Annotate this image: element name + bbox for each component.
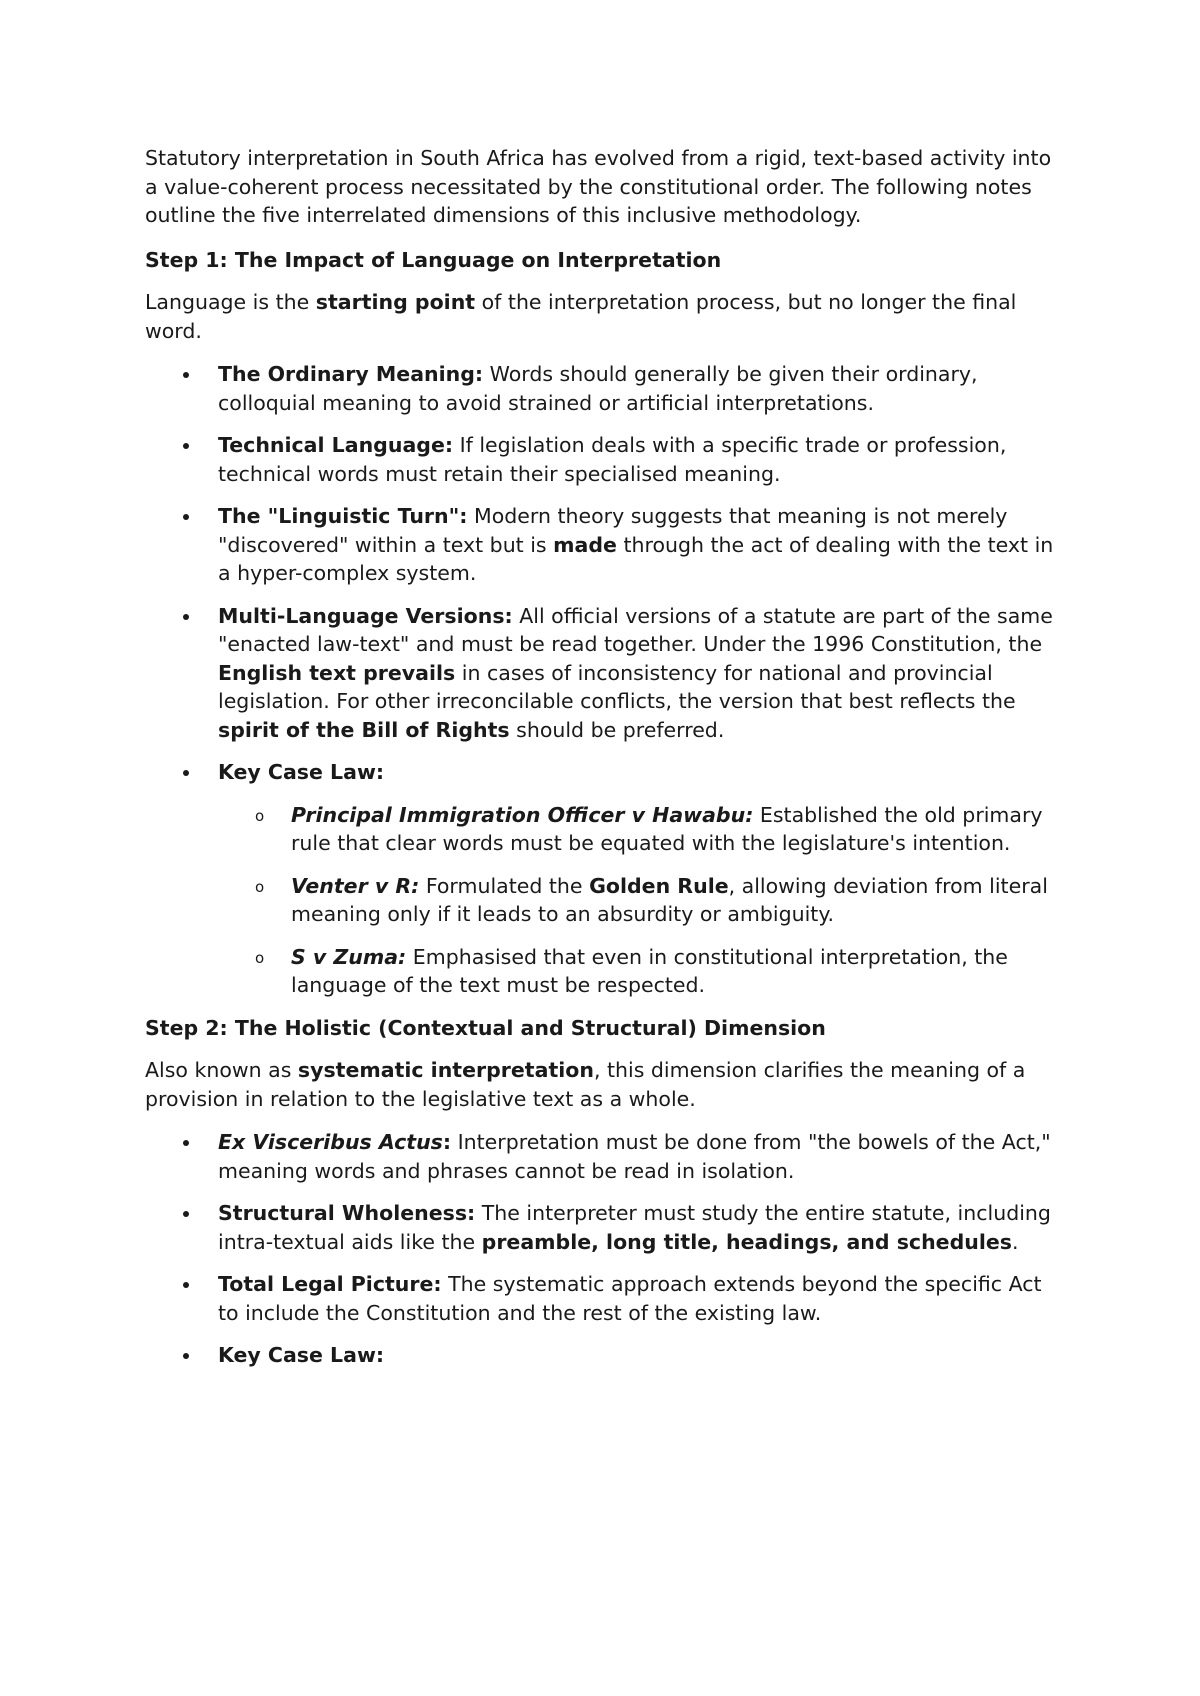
case-name: Principal Immigration Officer v Hawabu: xyxy=(291,802,754,827)
case-zuma xyxy=(291,943,1060,1000)
case-name: Venter v R: xyxy=(291,873,420,898)
bullet-label: Total Legal Picture: xyxy=(218,1272,442,1296)
bullet-label: The "Linguistic Turn": xyxy=(218,504,468,528)
bullet-text: The interpreter must study the entire statute, including intra-textual aids like the xyxy=(218,1201,1051,1254)
bullet-text: The systematic approach extends beyond the specific Act to include the Constitution and the rest of the existing law. xyxy=(218,1272,1042,1325)
lead-text: , this dimension clarifies the meaning of a provision in relation to the legislative text as a whole. xyxy=(145,1058,1026,1111)
bullet-ex-visceribus xyxy=(218,1128,1060,1185)
bullet-ordinary-meaning xyxy=(218,360,1060,417)
bullet-emphasis: preamble, long title, headings, and schedules xyxy=(481,1229,1012,1254)
bullet-text: Interpretation must be done from "the bowels of the Act," meaning words and phrases cannot be read in isolation. xyxy=(218,1130,1051,1183)
bullet-key-case-law xyxy=(218,758,1060,1000)
lead-emphasis: systematic interpretation xyxy=(297,1058,594,1082)
case-law-sublist xyxy=(218,801,1060,1000)
step1-heading: Step 1: The Impact of Language on Interpretation xyxy=(145,247,722,272)
bullet-text: If legislation deals with a specific trade or profession, technical words must retain their specialised meaning. xyxy=(218,433,1007,486)
bullet-multi-language xyxy=(218,602,1060,745)
bullet-label: Technical Language: xyxy=(218,433,454,457)
bullet-label: Key Case Law: xyxy=(218,760,385,784)
bullet-label: Multi-Language Versions: xyxy=(218,603,513,628)
step2-heading: Step 2: The Holistic (Contextual and Structural) Dimension xyxy=(145,1015,826,1040)
step2-lead-paragraph xyxy=(145,1056,1060,1113)
bullet-key-case-law xyxy=(218,1341,1060,1370)
lead-text: of the interpretation process, but no longer the final word. xyxy=(145,290,1017,343)
bullet-emphasis: English text prevails xyxy=(218,660,456,685)
bullet-text: in cases of inconsistency for national and provincial legislation. For other irreconcilable conflicts, the version that best reflects the xyxy=(218,660,1016,713)
bullet-text: through the act of dealing with the text in a hyper-complex system. xyxy=(218,532,1054,585)
bullet-label: Key Case Law: xyxy=(218,1343,385,1367)
bullet-text: . xyxy=(1011,1229,1019,1254)
bullet-text: should be preferred. xyxy=(509,717,725,742)
case-emphasis: Golden Rule xyxy=(589,873,729,898)
lead-text: Also known as xyxy=(145,1058,298,1082)
bullet-label: Ex Visceribus Actus xyxy=(218,1130,443,1154)
case-text: Formulated the xyxy=(419,873,590,898)
bullet-label: The Ordinary Meaning: xyxy=(218,362,484,386)
step2-bullet-list xyxy=(145,1128,1060,1370)
bullet-technical-language xyxy=(218,431,1060,488)
case-venter xyxy=(291,872,1060,929)
bullet-total-legal-picture xyxy=(218,1270,1060,1327)
case-hawabu xyxy=(291,801,1060,858)
bullet-structural-wholeness xyxy=(218,1199,1060,1256)
step1-lead-paragraph xyxy=(145,288,1060,345)
bullet-text: Words should generally be given their ordinary, colloquial meaning to avoid strained or artificial interpretations. xyxy=(218,362,978,415)
step1-bullet-list xyxy=(145,360,1060,1000)
bullet-label: Structural Wholeness: xyxy=(218,1201,476,1225)
case-text: Emphasised that even in constitutional interpretation, the language of the text must be respected. xyxy=(291,944,1008,997)
bullet-label-colon: : xyxy=(442,1130,452,1154)
case-text: Established the old primary rule that clear words must be equated with the legislature's intention. xyxy=(291,802,1043,855)
lead-emphasis: starting point xyxy=(315,290,476,314)
bullet-emphasis: made xyxy=(553,532,617,557)
bullet-emphasis: spirit of the Bill of Rights xyxy=(218,717,510,742)
case-text: , allowing deviation from literal meaning only if it leads to an absurdity or ambiguity. xyxy=(291,873,1048,926)
bullet-text: Modern theory suggests that meaning is not merely "discovered" within a text but is xyxy=(218,504,1008,557)
bullet-text: All official versions of a statute are part of the same "enacted law-text" and must be read together. Under the 1996 Constitution, the xyxy=(218,603,1053,656)
case-name: S v Zuma: xyxy=(291,944,407,969)
intro-paragraph: Statutory interpretation in South Africa has evolved from a rigid, text-based activity into a value-coherent process necessitated by the constitutional order. The following notes outline the five interrelated dimensions of this inclusive methodology. xyxy=(145,146,1052,227)
lead-text: Language is the xyxy=(145,290,316,314)
bullet-linguistic-turn xyxy=(218,502,1060,588)
